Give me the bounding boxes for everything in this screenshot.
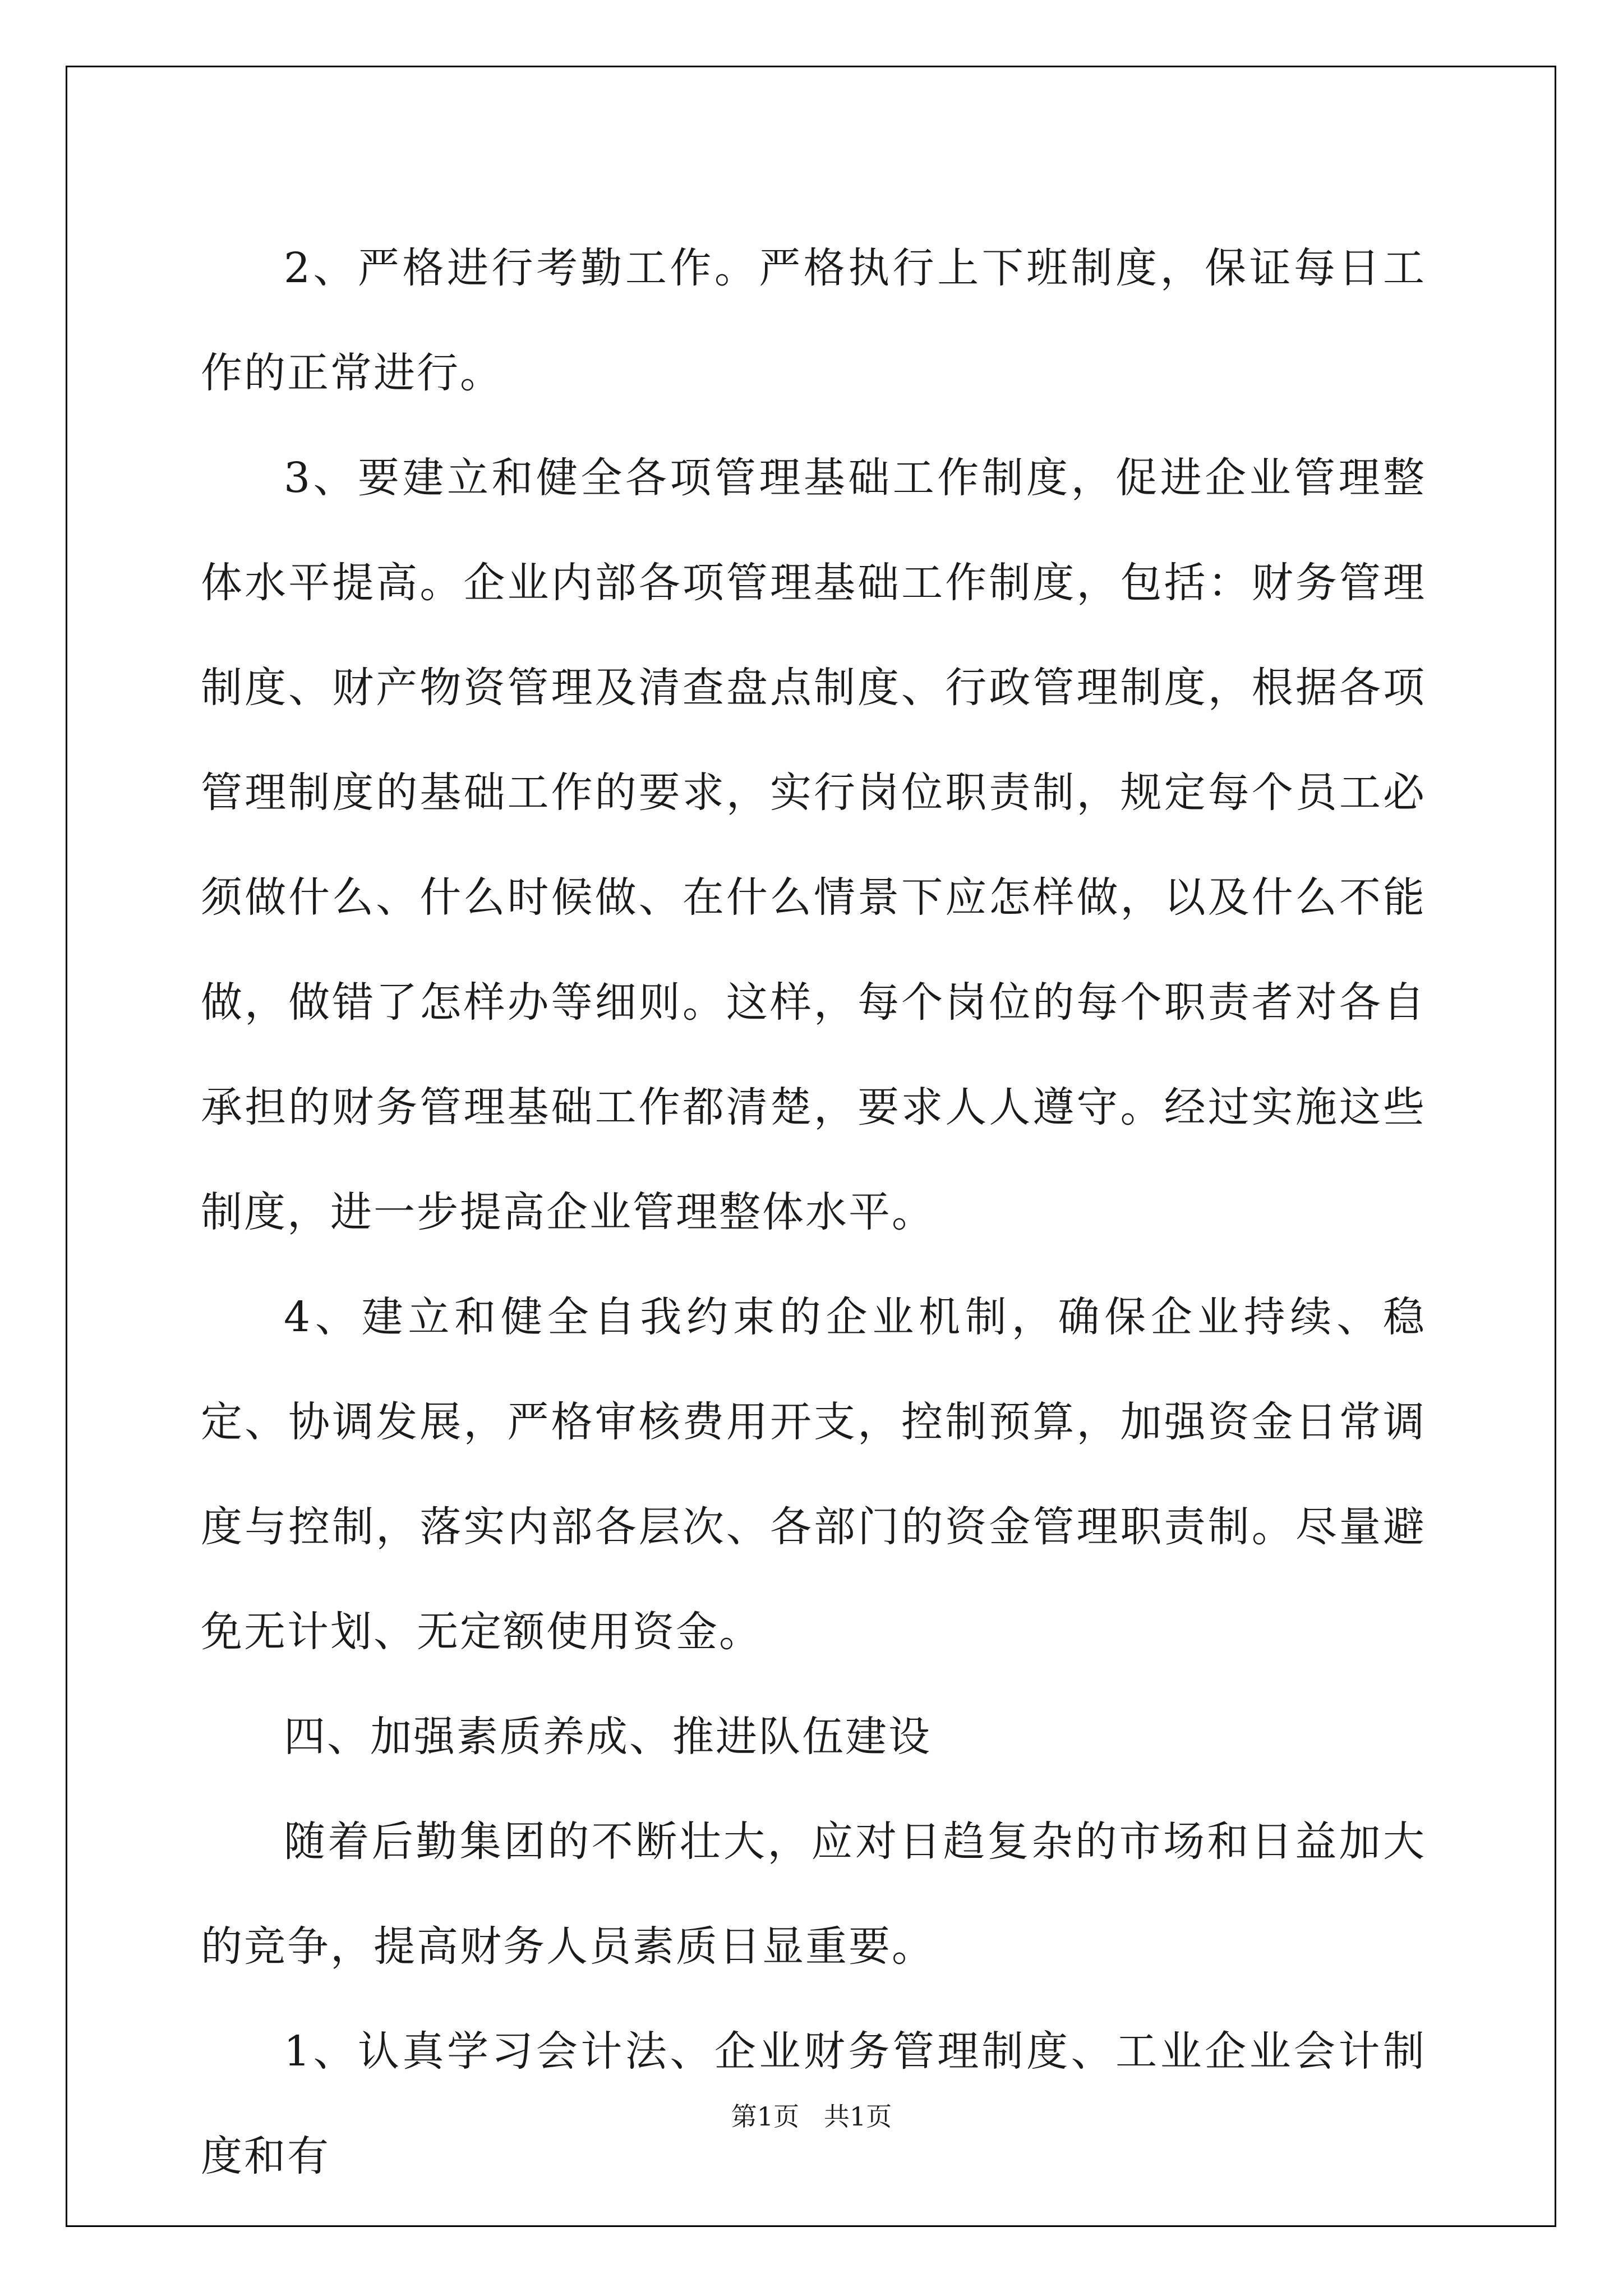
paragraph: 2、严格进行考勤工作。严格执行上下班制度，保证每日工作的正常进行。: [201, 244, 1426, 397]
paragraph: 1、认真学习会计法、企业财务管理制度、工业企业会计制度和有: [201, 2027, 1426, 2180]
page-number: 第1页 共1页: [731, 2101, 892, 2132]
paragraph: 4、建立和健全自我约束的企业机制，确保企业持续、稳定、协调发展，严格审核费用开支，控制预算，加强资金日常调度与控制，落实内部各层次、各部门的资金管理职责制。尽量避免无计划、无定额使用资金。: [201, 1293, 1426, 1656]
paragraph: 3、要建立和健全各项管理基础工作制度，促进企业管理整体水平提高。企业内部各项管理基础工作制度，包括：财务管理制度、财产物资管理及清查盘点制度、行政管理制度，根据各项管理制度的基础工作的要求，实行岗位职责制，规定每个员工必须做什么、什么时候做、在什么情景下应怎样做，以及什么不能做，做错了怎样办等细则。这样，每个岗位的每个职责者对各自承担的财务管理基础工作都清楚，要求人人遵守。经过实施这些制度，进一步提高企业管理整体水平。: [201, 454, 1426, 1236]
document-body: [201, 216, 1426, 2209]
paragraph: 随着后勤集团的不断壮大，应对日趋复杂的市场和日益加大的竞争，提高财务人员素质日显重要。: [201, 1818, 1426, 1971]
section-heading: 四、加强素质养成、推进队伍建设: [284, 1713, 932, 1761]
